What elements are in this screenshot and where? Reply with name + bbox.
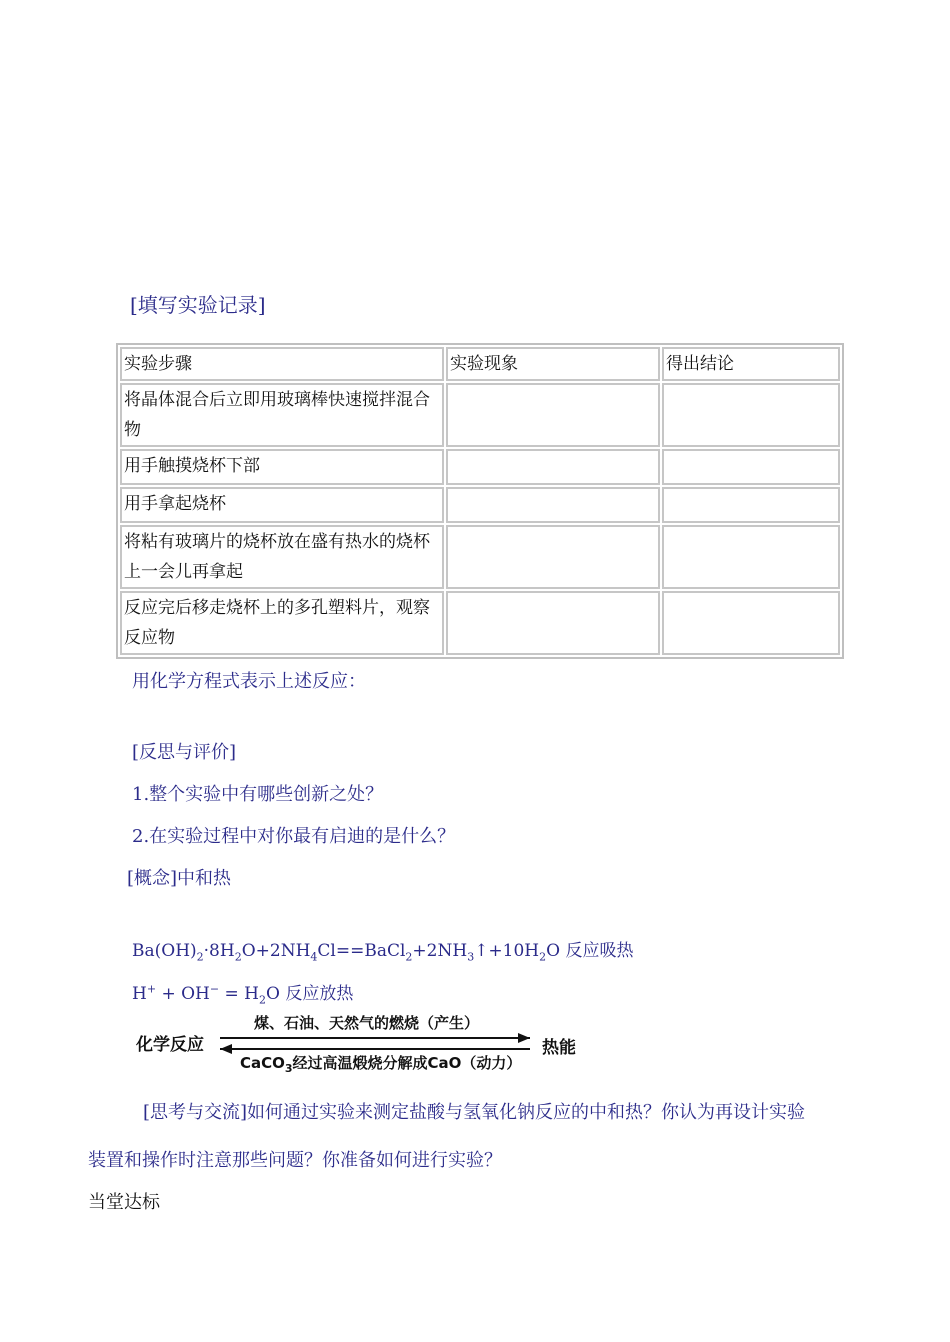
eq2-part: H <box>132 984 147 1004</box>
table-cell-step: 反应完后移走烧杯上的多孔塑料片，观察反应物 <box>120 591 444 655</box>
equation-prompt: 用化学方程式表示上述反应： <box>132 671 366 692</box>
eq2-sup: − <box>209 982 220 996</box>
table-cell-phenomenon[interactable] <box>446 525 660 589</box>
eq2-sub: 2 <box>258 993 266 1007</box>
eq1-part: +2NH <box>412 941 468 961</box>
eq1-sub: 2 <box>234 950 242 964</box>
table-row <box>120 591 840 655</box>
footer-title: 当堂达标 <box>88 1192 160 1213</box>
table-row <box>120 383 840 447</box>
eq2-part: O 反应放热 <box>265 984 354 1004</box>
diagram-left-label: 化学反应 <box>136 1035 204 1055</box>
table-cell-step: 用手触摸烧杯下部 <box>120 449 444 485</box>
backward-arrow-head <box>220 1044 232 1054</box>
diagram-right-label: 热能 <box>542 1038 576 1058</box>
eq1-part: O+2NH <box>241 941 311 961</box>
table-cell-conclusion[interactable] <box>662 525 840 589</box>
eq1-part: O 反应吸热 <box>546 941 634 961</box>
table-cell-phenomenon[interactable] <box>446 449 660 485</box>
reflection-question-1: 1.整个实验中有哪些创新之处？ <box>132 784 384 805</box>
eq1-part: Cl==BaCl <box>317 941 406 961</box>
table-header-row <box>120 347 840 381</box>
equation-exothermic <box>132 979 354 1007</box>
reflection-question-2: 2.在实验过程中对你最有启迪的是什么？ <box>132 826 456 847</box>
diagram-bottom-part: CaCO <box>240 1054 285 1072</box>
eq1-sub: 3 <box>467 950 475 964</box>
header-cell-phenomena: 实验现象 <box>446 347 660 381</box>
header-cell-conclusion: 得出结论 <box>662 347 840 381</box>
section-record-title: [填写实验记录] <box>130 293 266 317</box>
table-cell-conclusion[interactable] <box>662 383 840 447</box>
table-cell-step: 将晶体混合后立即用玻璃棒快速搅拌混合物 <box>120 383 444 447</box>
equation-endothermic <box>132 936 634 964</box>
reflection-title: [反思与评价] <box>132 742 237 763</box>
table-cell-step: 将粘有玻璃片的烧杯放在盛有热水的烧杯上一会儿再拿起 <box>120 525 444 589</box>
energy-conversion-diagram <box>130 1010 590 1074</box>
diagram-bottom-part: 经过高温煅烧分解成CaO（动力） <box>292 1054 522 1072</box>
table-cell-phenomenon[interactable] <box>446 487 660 523</box>
eq1-part: ·8H <box>203 941 235 961</box>
table-cell-phenomenon[interactable] <box>446 383 660 447</box>
table-cell-phenomenon[interactable] <box>446 591 660 655</box>
forward-arrow-head <box>518 1033 530 1043</box>
diagram-bottom-sub: 3 <box>284 1062 293 1075</box>
eq1-part: ↑+10H <box>474 941 540 961</box>
eq2-part: = H <box>219 984 259 1004</box>
table-row <box>120 525 840 589</box>
discussion-line-1: [思考与交流]如何通过实验来测定盐酸与氢氧化钠反应的中和热？你认为再设计实验 <box>143 1102 806 1123</box>
eq2-sup: + <box>146 982 157 996</box>
diagram-top-label: 煤、石油、天然气的燃烧（产生） <box>254 1014 480 1032</box>
header-cell-steps: 实验步骤 <box>120 347 444 381</box>
eq1-sub: 4 <box>310 950 318 964</box>
discussion-line-2: 装置和操作时注意那些问题？你准备如何进行实验？ <box>88 1150 502 1171</box>
eq1-sub: 2 <box>539 950 547 964</box>
eq1-sub: 2 <box>196 950 204 964</box>
eq1-sub: 2 <box>405 950 413 964</box>
table-cell-step: 用手拿起烧杯 <box>120 487 444 523</box>
table-cell-conclusion[interactable] <box>662 591 840 655</box>
experiment-record-table <box>116 343 844 659</box>
table-row <box>120 487 840 523</box>
concept-heading: [概念]中和热 <box>127 868 232 889</box>
diagram-bottom-label <box>240 1052 521 1073</box>
table-cell-conclusion[interactable] <box>662 487 840 523</box>
eq1-part: Ba(OH) <box>132 941 197 961</box>
table-row <box>120 449 840 485</box>
eq2-part: + OH <box>156 984 210 1004</box>
table-cell-conclusion[interactable] <box>662 449 840 485</box>
